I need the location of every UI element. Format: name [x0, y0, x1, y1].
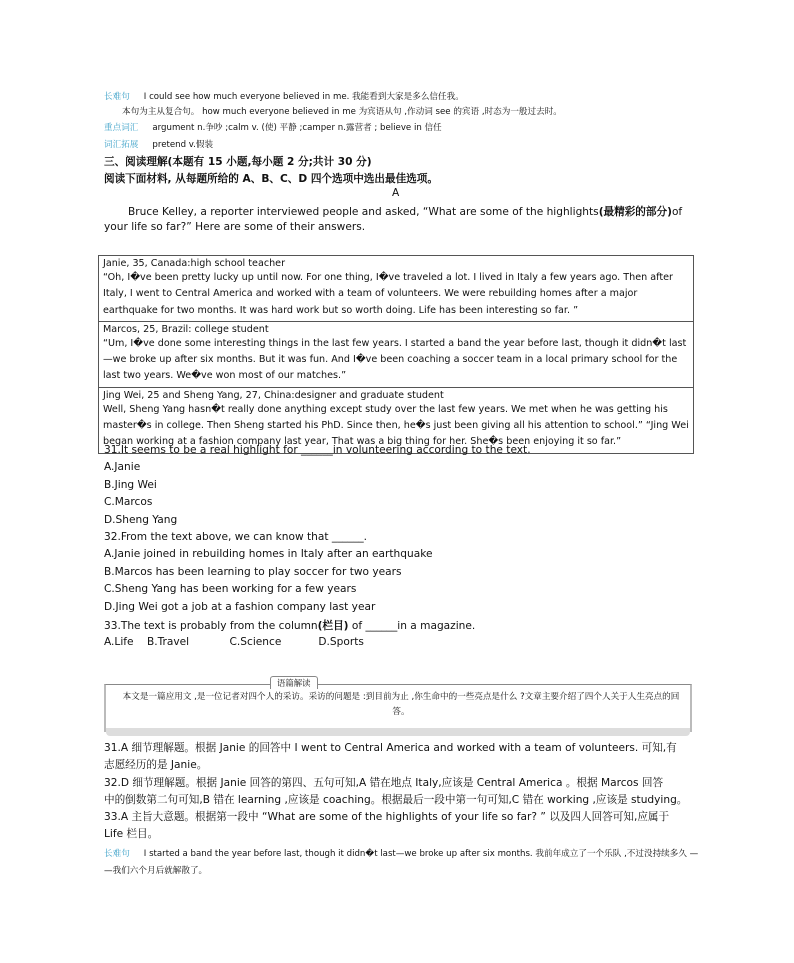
solution-33-line1: 33.A 主旨大意题。根据第一段中 “What are some of the highlights of your life so far? ” 以及四人回答可知,应属于	[104, 811, 670, 823]
vocab-expand-note	[104, 138, 213, 150]
answer-body: “Um, I�ve done some interesting things in the last few years. I started a band the year before last, though it didn�t last—we broke up after six months. But it was fun. And I�ve been coaching a soccer team in a local primary school for the last two years. We�ve won most of our matches.”	[103, 337, 687, 382]
q33-text: 33.The text is probably from the column	[104, 620, 318, 632]
answer-header: Jing Wei, 25 and Sheng Yang, 27, China:designer and graduate student	[103, 389, 444, 401]
end-long-sentence-tag: 长难句	[104, 849, 130, 859]
end-long-sentence	[104, 847, 698, 859]
section-instruction: 阅读下面材料, 从每题所给的 A、B、C、D 四个选项中选出最佳选项。	[104, 173, 438, 185]
intro-text: Bruce Kelley, a reporter interviewed people and asked, “What are some of the highlights	[128, 206, 599, 218]
long-sentence-text: I could see how much everyone believed in me. 我能看到大家是多么信任我。	[143, 92, 464, 102]
question-32: 32.From the text above, we can know that ______.	[104, 531, 368, 543]
vocab-tag: 重点词汇	[104, 123, 139, 133]
analysis-box-label: 语篇解读	[270, 676, 318, 689]
q33-gloss: (栏目)	[317, 620, 349, 632]
solution-32-line2: 中的倒数第二句可知,B 错在 learning ,应该是 coaching。根据最后一段中第一句可知,C 错在 working ,应该是 studying。	[104, 794, 688, 806]
answer-jingwei-shengyang	[99, 388, 693, 453]
end-long-sentence-line2: —我们六个月后就解散了。	[104, 866, 208, 876]
vocab-expand-text: pretend v.假装	[152, 140, 214, 150]
q33-text-end: of ______in a magazine.	[348, 620, 476, 632]
answer-marcos	[99, 322, 693, 388]
vocab-expand-tag: 词汇拓展	[104, 140, 139, 150]
section-title: 三、阅读理解(本题有 15 小题,每小题 2 分;共计 30 分)	[104, 156, 372, 168]
end-long-sentence-text: I started a band the year before last, though it didn�t last—we broke up after six months. 我前年成立了一个乐队 ,不过没持续多久 —	[143, 849, 699, 859]
solution-31-line1: 31.A 细节理解题。根据 Janie 的回答中 I went to Central America and worked with a team of volunteers. 可知,有	[104, 742, 677, 754]
solution-33-line2: Life 栏目。	[104, 828, 159, 840]
answer-header: Janie, 35, Canada:high school teacher	[103, 258, 286, 269]
question-33	[104, 618, 475, 633]
q31-option-a: A.Janie	[104, 461, 141, 473]
long-sentence-note	[104, 90, 464, 102]
passage-label: A	[392, 187, 400, 199]
q31-option-c: C.Marcos	[104, 496, 153, 508]
long-sentence-tag: 长难句	[104, 92, 130, 102]
passage-intro-line2: your life so far?” Here are some of their answers.	[104, 221, 366, 233]
intro-gloss: (最精彩的部分)	[598, 206, 672, 218]
q32-option-a: A.Janie joined in rebuilding homes in Italy after an earthquake	[104, 548, 433, 560]
vocab-note	[104, 121, 442, 133]
answer-body: Well, Sheng Yang hasn�t really done anything except study over the last few years. We met when he was getting his master�s in college. Then Sheng started his PhD. Since then, he�s just been giving all his attention to school.” “Jing Wei began working at a fashion company last year, That was a big thing for her. She�s been enjoying it so far.”	[103, 403, 689, 448]
analysis-box-bottom-bar	[106, 728, 690, 736]
answer-body: “Oh, I�ve been pretty lucky up until now. For one thing, I�ve traveled a lot. I lived in Italy a few years ago. Then after Italy, I went to Central America and worked with a team of volunteers. We were rebuilding homes after a major earthquake for two months. It was hard work but so worth doing. Life has been interesting so far. ”	[103, 272, 673, 316]
question-31: 31.It seems to be a real highlight for ______in volunteering according to the text.	[104, 444, 531, 456]
q32-option-c: C.Sheng Yang has been working for a few years	[104, 583, 357, 595]
answer-janie	[99, 256, 693, 322]
q32-option-b: B.Marcos has been learning to play soccer for two years	[104, 566, 402, 578]
interview-answers-box	[98, 255, 694, 454]
q33-options: A.Life B.Travel C.Science D.Sports	[104, 636, 364, 648]
intro-of: of	[671, 206, 683, 218]
answer-header: Marcos, 25, Brazil: college student	[103, 323, 269, 335]
vocab-text: argument n.争吵 ;calm v. (使) 平静 ;camper n.露营者 ; believe in 信任	[152, 123, 442, 133]
q31-option-b: B.Jing Wei	[104, 479, 157, 491]
q32-option-d: D.Jing Wei got a job at a fashion company last year	[104, 601, 376, 613]
sentence-analysis: 本句为主从复合句。 how much everyone believed in me 为宾语从句 ,作动词 see 的宾语 ,时态为一般过去时。	[122, 107, 562, 117]
analysis-box-text: 本文是一篇应用文 ,是一位记者对四个人的采访。采访的问题是 :到目前为止 ,你生命中的一些亮点是什么 ?文章主要介绍了四个人关于人生亮点的回答。	[122, 692, 680, 717]
solution-32-line1: 32.D 细节理解题。根据 Janie 回答的第四、五句可知,A 错在地点 Italy,应该是 Central America 。根据 Marcos 回答	[104, 777, 664, 789]
solution-31-line2: 志愿经历的是 Janie。	[104, 759, 208, 771]
passage-intro-line1	[128, 204, 682, 219]
q31-option-d: D.Sheng Yang	[104, 514, 178, 526]
